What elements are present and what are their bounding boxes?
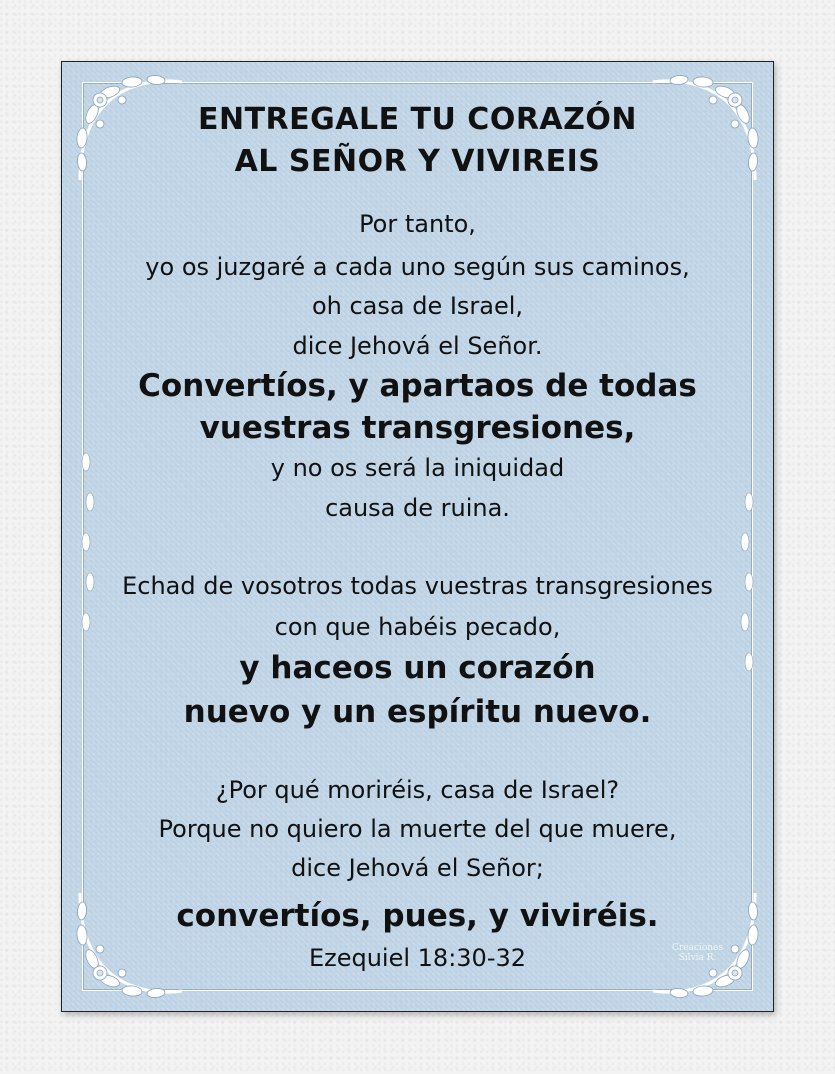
- verse-emphasis-line: convertíos, pues, y viviréis.: [176, 898, 659, 934]
- verse-content: [62, 62, 773, 1011]
- verse-line: causa de ruina.: [325, 494, 510, 522]
- signature-watermark: Creaciones Silvia R.: [672, 943, 723, 963]
- verse-line: y no os será la iniquidad: [270, 454, 565, 482]
- verse-line: oh casa de Israel,: [311, 292, 524, 320]
- verse-line: yo os juzgaré a cada uno según sus caminos,: [145, 253, 690, 281]
- verse-emphasis-line: Convertíos, y apartaos de todas: [138, 368, 697, 404]
- verse-card: [61, 61, 774, 1012]
- title-line-2: AL SEÑOR Y VIVIREIS: [234, 144, 601, 179]
- verse-line: Echad de vosotros todas vuestras transgresiones: [122, 572, 713, 600]
- verse-line: Porque no quiero la muerte del que muere,: [158, 815, 677, 843]
- verse-line: dice Jehová el Señor.: [292, 332, 543, 360]
- verse-emphasis-line: nuevo y un espíritu nuevo.: [183, 694, 652, 730]
- verse-emphasis-line: vuestras transgresiones,: [199, 410, 636, 446]
- title-line-1: ENTREGALE TU CORAZÓN: [197, 102, 638, 137]
- verse-line: Por tanto,: [359, 210, 476, 238]
- verse-emphasis-line: y haceos un corazón: [239, 650, 596, 686]
- verse-line: con que habéis pecado,: [274, 613, 561, 641]
- scripture-reference: Ezequiel 18:30-32: [308, 944, 527, 972]
- verse-line: ¿Por qué moriréis, casa de Israel?: [215, 776, 620, 804]
- verse-line: dice Jehová el Señor;: [291, 854, 544, 882]
